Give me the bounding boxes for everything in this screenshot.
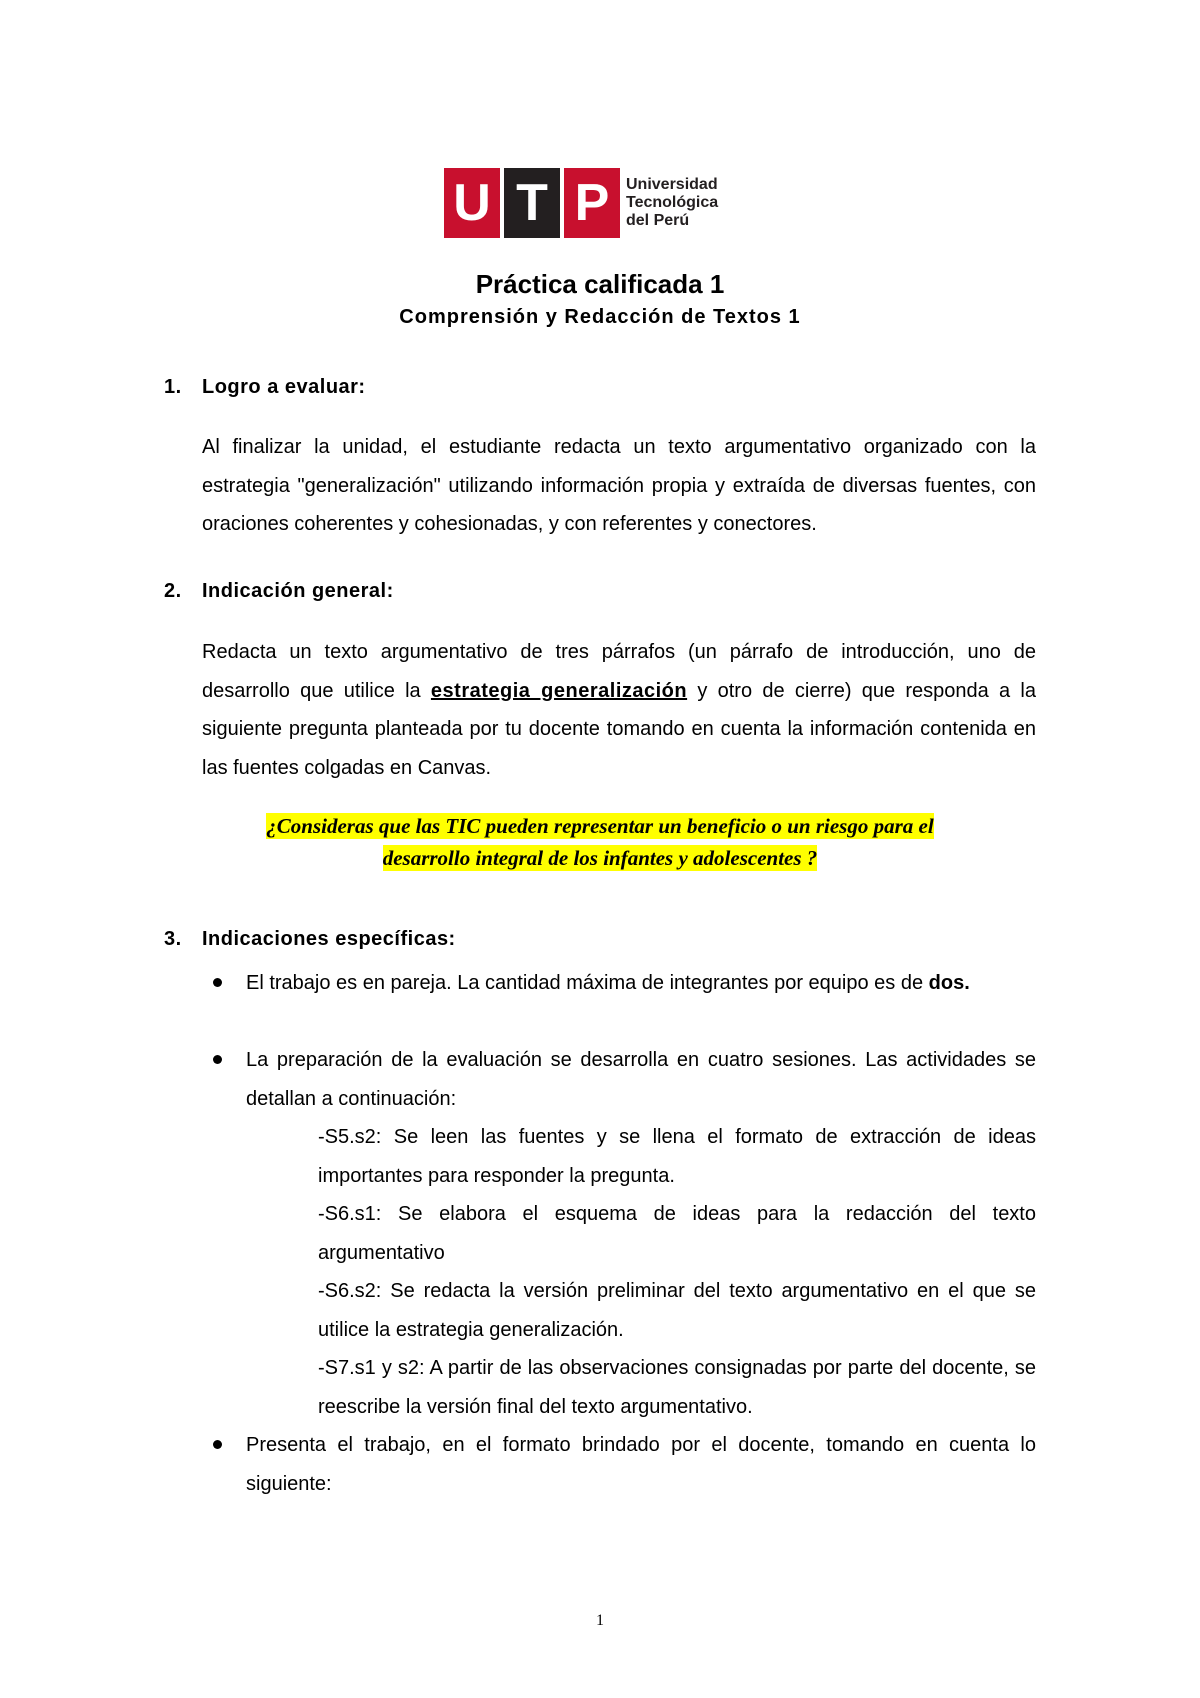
page-title: Práctica calificada 1	[475, 269, 725, 299]
logo-line-3: del Perú	[626, 212, 690, 229]
bullet-2-dot	[213, 1055, 222, 1064]
section-2-text	[202, 633, 1036, 787]
question-line-2: desarrollo integral de los infantes y adolescentes ?	[382, 846, 818, 870]
question-line-1: ¿Consideras que las TIC pueden representar un beneficio o un riesgo para el	[266, 814, 934, 838]
bullet-3-dot	[213, 1440, 222, 1449]
activity-item: -S6.s2: Se redacta la versión preliminar del texto argumentativo en el que se utilice la estrategia generalización.	[318, 1280, 1036, 1341]
activity-item: -S5.s2: Se leen las fuentes y se llena el formato de extracción de ideas importantes para responder la pregunta.	[318, 1126, 1036, 1187]
section-2-text-before: Redacta un texto argumentativo de tres párrafos (un párrafo de introducción, uno de desarrollo que utilice la	[202, 641, 1036, 702]
bullet-3-text: Presenta el trabajo, en el formato brindado por el docente, tomando en cuenta lo siguiente:	[246, 1434, 1036, 1495]
activity-item: -S6.s1: Se elabora el esquema de ideas para la redacción del texto argumentativo	[318, 1203, 1036, 1264]
section-1-number: 1.	[164, 376, 182, 398]
section-2-title: Indicación general:	[202, 580, 394, 602]
section-2-emphasis: estrategia generalización	[430, 679, 688, 702]
section-3-number: 3.	[164, 928, 182, 950]
bullet-1-bold: dos.	[928, 972, 970, 994]
logo-line-2: Tecnológica	[626, 194, 719, 211]
section-2-text-after: y otro de cierre) que responda a la siguiente pregunta planteada por tu docente tomando en cuenta la información contenida en las fuentes colgadas en Canvas.	[202, 679, 1036, 779]
bullet-2-text: La preparación de la evaluación se desarrolla en cuatro sesiones. Las actividades se detallan a continuación:	[246, 1049, 1036, 1110]
logo-line-1: Universidad	[626, 176, 718, 193]
logo-letter-p: P	[564, 168, 620, 238]
logo-letter-u: U	[444, 168, 500, 238]
section-2-heading	[164, 580, 394, 603]
page-number: 1	[596, 1612, 604, 1629]
logo-letter-t: T	[504, 168, 560, 238]
section-3-title: Indicaciones específicas:	[202, 928, 456, 950]
section-1-text: Al finalizar la unidad, el estudiante redacta un texto argumentativo organizado con la estrategia "generalización" utilizando información propia y extraída de diversas fuentes, con oraciones coherentes y cohesionadas, y con referentes y conectores.	[202, 436, 1036, 535]
activity-item: -S7.s1 y s2: A partir de las observaciones consignadas por parte del docente, se reescribe la versión final del texto argumentativo.	[318, 1357, 1036, 1418]
utp-logo	[444, 168, 718, 238]
bullet-1-text	[246, 964, 1036, 1003]
logo-wordmark	[626, 176, 718, 230]
logo-letters	[444, 168, 620, 238]
section-3-heading	[164, 928, 456, 951]
section-2-number: 2.	[164, 580, 182, 602]
guiding-question	[0, 810, 1200, 874]
section-1-title: Logro a evaluar:	[202, 376, 366, 398]
page-subtitle: Comprensión y Redacción de Textos 1	[399, 306, 801, 328]
bullet-1-dot	[213, 978, 222, 987]
bullet-1-plain: El trabajo es en pareja. La cantidad máxima de integrantes por equipo es de	[246, 972, 929, 994]
section-1-heading	[164, 376, 366, 399]
